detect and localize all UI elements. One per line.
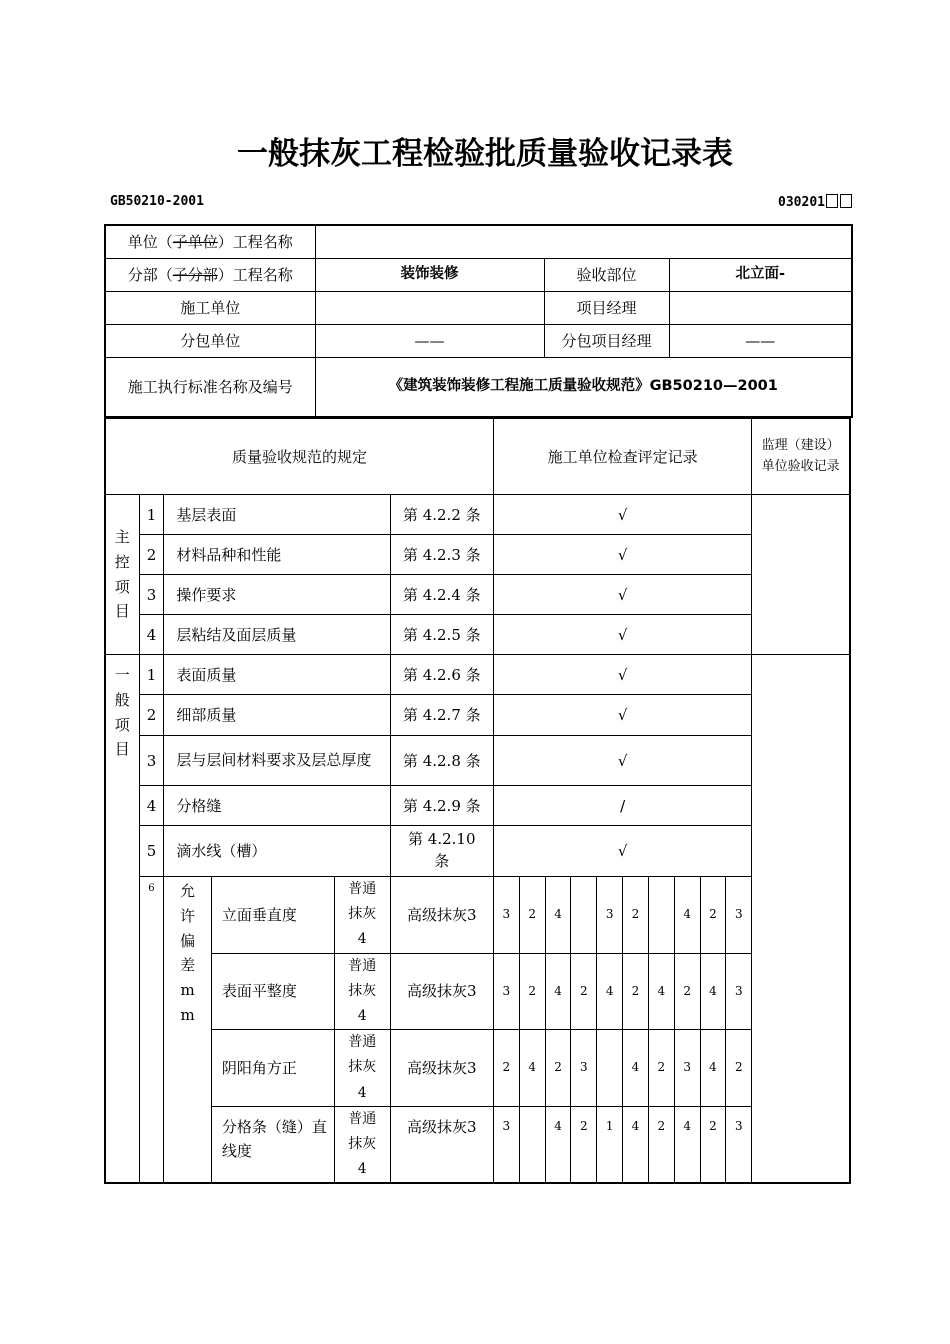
main-item-clause: 第 4.2.3 条 <box>390 535 493 575</box>
deviation-high: 高级抹灰3 <box>390 953 493 1030</box>
deviation-value[interactable]: 3 <box>726 877 752 954</box>
deviation-high: 高级抹灰3 <box>390 1106 493 1183</box>
deviation-item-name: 表面平整度 <box>211 953 334 1030</box>
form-code <box>778 194 852 210</box>
deviation-value[interactable]: 4 <box>545 953 571 1030</box>
deviation-value[interactable]: 3 <box>726 1106 752 1183</box>
general-item-result[interactable]: √ <box>493 695 751 736</box>
general-item-name: 滴水线（槽） <box>164 826 390 877</box>
general-item-name: 层与层间材料要求及层总厚度 <box>164 736 390 786</box>
subcontractor-label: 分包单位 <box>105 325 315 358</box>
main-item-name: 基层表面 <box>164 495 390 535</box>
deviation-value[interactable]: 2 <box>648 1030 674 1107</box>
deviation-value[interactable]: 2 <box>571 953 597 1030</box>
general-item-clause: 第 4.2.7 条 <box>390 695 493 736</box>
general-item-result[interactable]: / <box>493 786 751 826</box>
deviation-label: 允许偏差mm <box>164 877 212 1184</box>
supervisor-column-header: 监理（建设）单位验收记录 <box>752 419 850 495</box>
deviation-value[interactable]: 3 <box>493 953 519 1030</box>
deviation-normal: 普通抹灰4 <box>334 1030 390 1107</box>
general-item-no: 3 <box>139 736 164 786</box>
deviation-value[interactable] <box>648 877 674 954</box>
deviation-value[interactable]: 2 <box>545 1030 571 1107</box>
main-item-name: 材料品种和性能 <box>164 535 390 575</box>
inspection-part-label: 验收部位 <box>544 259 669 292</box>
standard-code: GB50210-2001 <box>110 194 204 209</box>
deviation-value[interactable]: 3 <box>493 1106 519 1183</box>
general-item-no: 1 <box>139 655 164 695</box>
main-item-result[interactable]: √ <box>493 575 751 615</box>
inspection-part-value[interactable]: 北立面- <box>669 259 852 292</box>
deviation-value[interactable]: 4 <box>545 1106 571 1183</box>
main-item-clause: 第 4.2.2 条 <box>390 495 493 535</box>
deviation-value[interactable]: 3 <box>674 1030 700 1107</box>
deviation-value[interactable]: 4 <box>623 1030 649 1107</box>
subcontractor-value[interactable]: —— <box>315 325 544 358</box>
deviation-item-name: 立面垂直度 <box>211 877 334 954</box>
constructor-label: 施工单位 <box>105 292 315 325</box>
general-item-no: 5 <box>139 826 164 877</box>
deviation-value[interactable]: 2 <box>519 953 545 1030</box>
deviation-value[interactable]: 4 <box>648 953 674 1030</box>
deviation-value[interactable]: 4 <box>597 953 623 1030</box>
deviation-value[interactable]: 2 <box>674 953 700 1030</box>
deviation-value[interactable]: 4 <box>674 1106 700 1183</box>
general-item-no: 4 <box>139 786 164 826</box>
main-control-group-label: 主控项目 <box>105 495 139 655</box>
main-item-name: 操作要求 <box>164 575 390 615</box>
project-manager-value[interactable] <box>669 292 852 325</box>
standard-label: 施工执行标准名称及编号 <box>105 358 315 418</box>
deviation-value[interactable]: 2 <box>648 1106 674 1183</box>
deviation-value[interactable] <box>571 877 597 954</box>
sub-project-label: 分部（子分部）工程名称 <box>105 259 315 292</box>
deviation-high: 高级抹灰3 <box>390 1030 493 1107</box>
deviation-value[interactable]: 2 <box>571 1106 597 1183</box>
standard-value[interactable]: 《建筑装饰装修工程施工质量验收规范》GB50210—2001 <box>315 358 852 418</box>
main-item-no: 2 <box>139 535 164 575</box>
main-item-no: 1 <box>139 495 164 535</box>
code-box-2[interactable] <box>840 194 852 208</box>
deviation-value[interactable]: 4 <box>674 877 700 954</box>
deviation-value[interactable]: 2 <box>700 877 726 954</box>
main-item-result[interactable]: √ <box>493 495 751 535</box>
inspection-table <box>104 418 851 1184</box>
record-column-header: 施工单位检查评定记录 <box>493 419 751 495</box>
main-item-result[interactable]: √ <box>493 535 751 575</box>
deviation-value[interactable]: 2 <box>623 877 649 954</box>
general-supervisor-cell[interactable] <box>752 655 850 1184</box>
page-title: 一般抹灰工程检验批质量验收记录表 <box>237 136 733 172</box>
deviation-value[interactable]: 4 <box>700 953 726 1030</box>
sub-manager-label: 分包项目经理 <box>544 325 669 358</box>
constructor-value[interactable] <box>315 292 544 325</box>
general-item-name: 分格缝 <box>164 786 390 826</box>
spec-column-header: 质量验收规范的规定 <box>105 419 493 495</box>
main-item-name: 层粘结及面层质量 <box>164 615 390 655</box>
general-item-result[interactable]: √ <box>493 655 751 695</box>
main-item-clause: 第 4.2.5 条 <box>390 615 493 655</box>
general-item-result[interactable]: √ <box>493 736 751 786</box>
code-box-1[interactable] <box>826 194 838 208</box>
general-item-clause: 第 4.2.8 条 <box>390 736 493 786</box>
deviation-value[interactable] <box>597 1030 623 1107</box>
deviation-normal: 普通抹灰4 <box>334 953 390 1030</box>
main-control-supervisor-cell[interactable] <box>752 495 850 655</box>
deviation-value[interactable] <box>519 1106 545 1183</box>
deviation-value[interactable]: 4 <box>519 1030 545 1107</box>
main-item-clause: 第 4.2.4 条 <box>390 575 493 615</box>
deviation-value[interactable]: 3 <box>493 877 519 954</box>
general-item-no: 2 <box>139 695 164 736</box>
deviation-item-name: 分格条（缝）直线度 <box>211 1106 334 1183</box>
deviation-no: 6 <box>139 877 164 1184</box>
unit-project-label: 单位（子单位）工程名称 <box>105 225 315 259</box>
main-item-result[interactable]: √ <box>493 615 751 655</box>
unit-project-value[interactable] <box>315 225 852 259</box>
deviation-value[interactable]: 4 <box>623 1106 649 1183</box>
deviation-value[interactable]: 3 <box>597 877 623 954</box>
general-group-label: 一般项目 <box>105 655 139 1184</box>
deviation-normal: 普通抹灰4 <box>334 1106 390 1183</box>
header-table <box>104 224 853 418</box>
general-item-clause: 第 4.2.9 条 <box>390 786 493 826</box>
general-item-result[interactable]: √ <box>493 826 751 877</box>
sub-project-value[interactable]: 装饰装修 <box>315 259 544 292</box>
deviation-value[interactable]: 2 <box>519 877 545 954</box>
deviation-high: 高级抹灰3 <box>390 877 493 954</box>
sub-manager-value[interactable]: —— <box>669 325 852 358</box>
deviation-value[interactable]: 2 <box>493 1030 519 1107</box>
general-item-clause: 第 4.2.10 条 <box>390 826 493 877</box>
deviation-normal: 普通抹灰4 <box>334 877 390 954</box>
deviation-value[interactable]: 2 <box>726 1030 752 1107</box>
main-item-no: 3 <box>139 575 164 615</box>
main-item-no: 4 <box>139 615 164 655</box>
form-code-text: 030201 <box>778 195 825 210</box>
deviation-value[interactable]: 2 <box>623 953 649 1030</box>
deviation-value[interactable]: 4 <box>700 1030 726 1107</box>
deviation-value[interactable]: 1 <box>597 1106 623 1183</box>
deviation-value[interactable]: 3 <box>726 953 752 1030</box>
deviation-value[interactable]: 3 <box>571 1030 597 1107</box>
project-manager-label: 项目经理 <box>544 292 669 325</box>
deviation-value[interactable]: 4 <box>545 877 571 954</box>
general-item-clause: 第 4.2.6 条 <box>390 655 493 695</box>
general-item-name: 表面质量 <box>164 655 390 695</box>
deviation-item-name: 阴阳角方正 <box>211 1030 334 1107</box>
general-item-name: 细部质量 <box>164 695 390 736</box>
deviation-value[interactable]: 2 <box>700 1106 726 1183</box>
